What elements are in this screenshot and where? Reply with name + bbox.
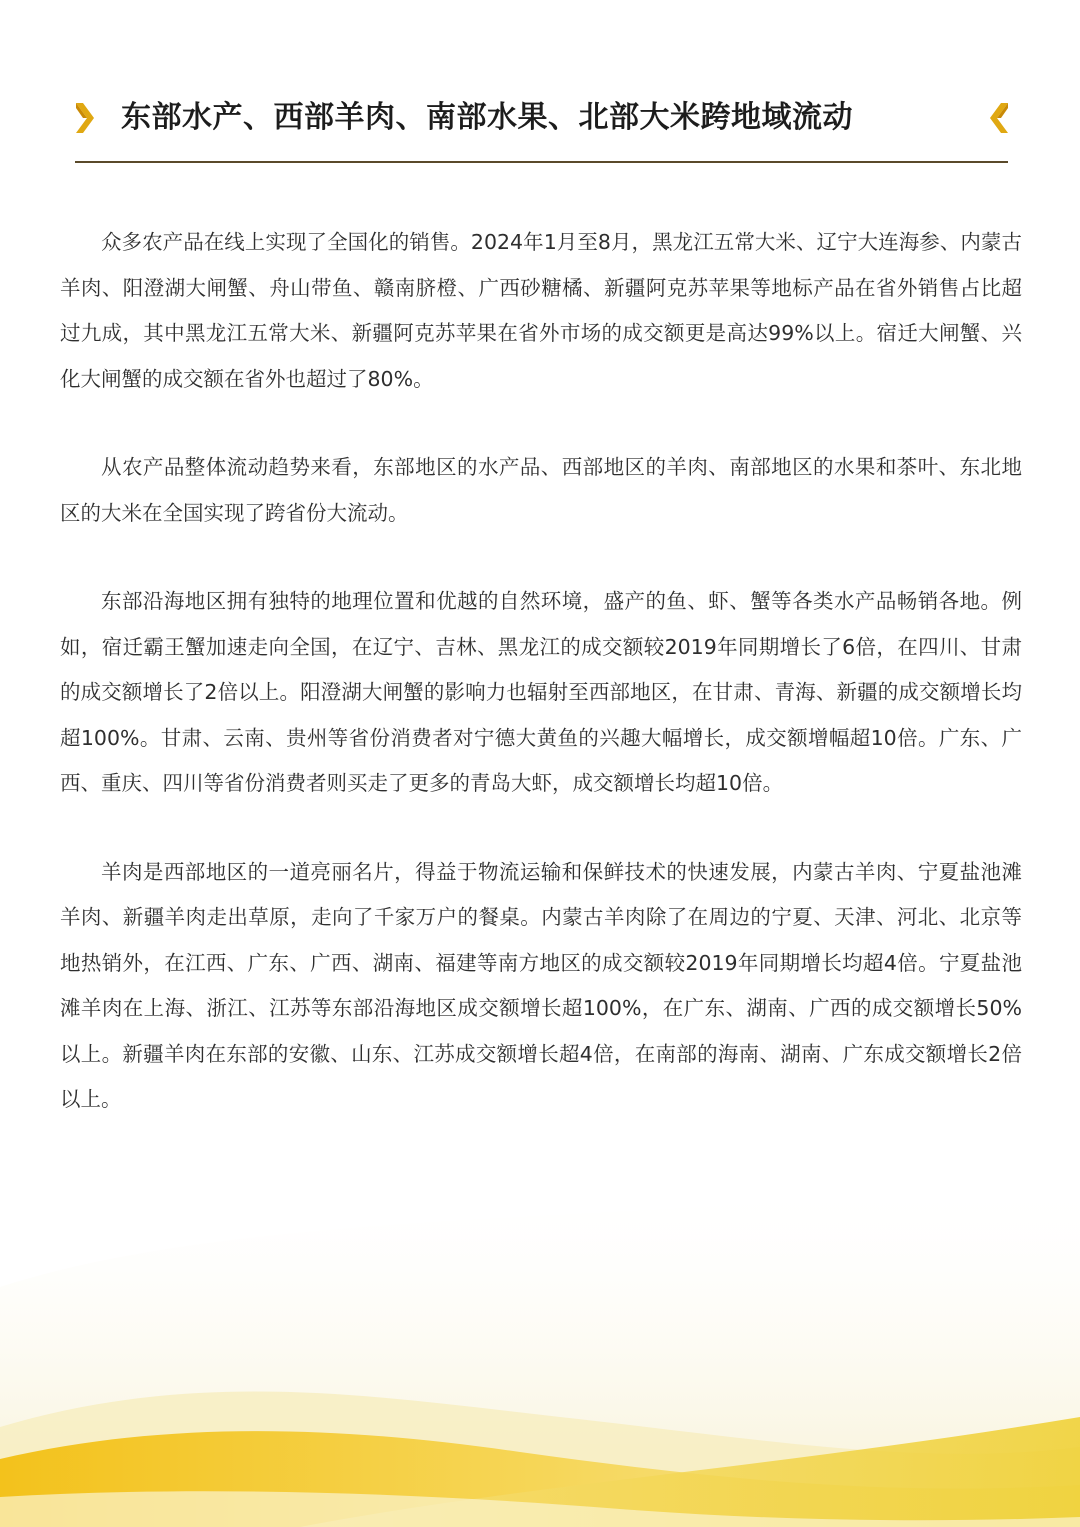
title-divider: [75, 161, 1008, 163]
paragraph: 东部沿海地区拥有独特的地理位置和优越的自然环境，盛产的鱼、虾、蟹等各类水产品畅销各地。例如，宿迁霸王蟹加速走向全国，在辽宁、吉林、黑龙江的成交额较2019年同期增长了6倍，在四川、甘肃的成交额增长了2倍以上。阳澄湖大闸蟹的影响力也辐射至西部地区，在甘肃、青海、新疆的成交额增长均超100%。甘肃、云南、贵州等省份消费者对宁德大黄鱼的兴趣大幅增长，成交额增幅超10倍。广东、广西、重庆、四川等省份消费者则买走了更多的青岛大虾，成交额增长均超10倍。: [60, 589, 1022, 795]
decorative-wave-footer: [0, 1167, 1080, 1527]
article-body: [60, 220, 1022, 1166]
page-header: [0, 0, 1080, 170]
page-title: 东部水产、西部羊肉、南部水果、北部大米跨地域流动: [121, 100, 853, 135]
chevron-right-icon: [74, 100, 96, 136]
paragraph: 羊肉是西部地区的一道亮丽名片，得益于物流运输和保鲜技术的快速发展，内蒙古羊肉、宁夏盐池滩羊肉、新疆羊肉走出草原，走向了千家万户的餐桌。内蒙古羊肉除了在周边的宁夏、天津、河北、北京等地热销外，在江西、广东、广西、湖南、福建等南方地区的成交额较2019年同期增长均超4倍。宁夏盐池滩羊肉在上海、浙江、江苏等东部沿海地区成交额增长超100%，在广东、湖南、广西的成交额增长50%以上。新疆羊肉在东部的安徽、山东、江苏成交额增长超4倍，在南部的海南、湖南、广东成交额增长2倍以上。: [60, 859, 1022, 1111]
paragraph: 众多农产品在线上实现了全国化的销售。2024年1月至8月，黑龙江五常大米、辽宁大连海参、内蒙古羊肉、阳澄湖大闸蟹、舟山带鱼、赣南脐橙、广西砂糖橘、新疆阿克苏苹果等地标产品在省外销售占比超过九成，其中黑龙江五常大米、新疆阿克苏苹果在省外市场的成交额更是高达99%以上。宿迁大闸蟹、兴化大闸蟹的成交额在省外也超过了80%。: [60, 230, 1022, 391]
chevron-left-icon: [988, 100, 1010, 136]
paragraph: 从农产品整体流动趋势来看，东部地区的水产品、西部地区的羊肉、南部地区的水果和茶叶、东北地区的大米在全国实现了跨省份大流动。: [60, 455, 1022, 525]
